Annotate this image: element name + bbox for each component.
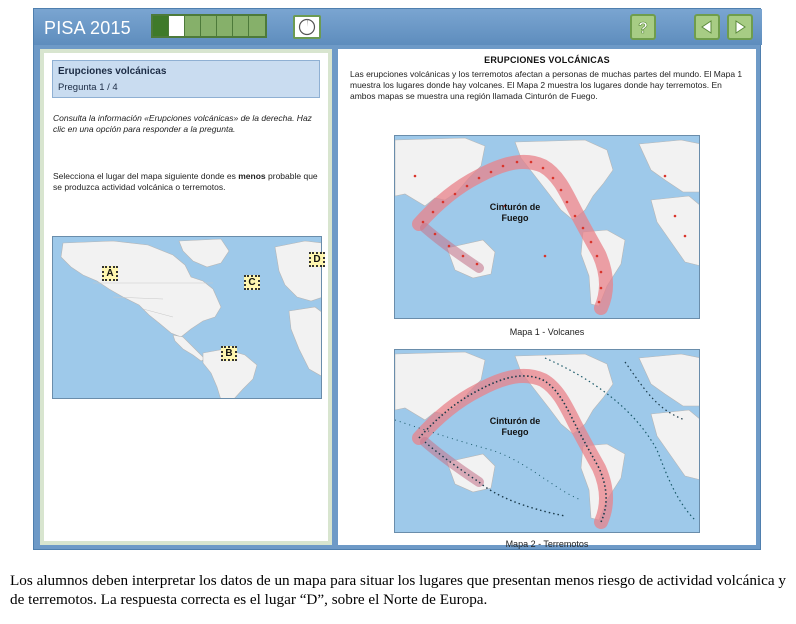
instructions: Consulta la información «Erupciones volcánicas» de la derecha. Haz clic en una opción para responder a la pregunta. xyxy=(53,113,312,134)
question-icon xyxy=(636,19,650,35)
progress-segment xyxy=(249,16,265,36)
question-number: Pregunta 1 / 4 xyxy=(58,82,118,93)
progress-segment xyxy=(217,16,233,36)
question-prompt: Selecciona el lugar del mapa siguiente donde es menos probable que se produzca actividad volcánica o terremotos. xyxy=(53,171,318,192)
belt-label-map2: Cinturón de Fuego xyxy=(489,416,541,437)
earthquake-map xyxy=(394,349,700,533)
question-title: Erupciones volcánicas xyxy=(58,66,167,77)
footer-caption: Los alumnos deben interpretar los datos de un mapa para situar los lugares que presentan menos riesgo de actividad volcánica y de terremotos. La respuesta correcta es el lugar “D”, sobre el Norte de Europa. xyxy=(10,572,787,608)
map2-caption: Mapa 2 - Terremotos xyxy=(505,539,589,549)
progress-segment xyxy=(153,16,169,36)
timer-icon xyxy=(293,15,321,39)
progress-segment xyxy=(169,16,185,36)
top-bar xyxy=(34,9,762,45)
arrow-left-icon xyxy=(700,20,714,34)
app-title: PISA 2015 xyxy=(44,18,131,38)
option-c[interactable]: C xyxy=(244,275,260,290)
progress-bar xyxy=(151,14,267,38)
progress-segment xyxy=(233,16,249,36)
option-d[interactable]: D xyxy=(309,252,325,267)
option-b[interactable]: B xyxy=(221,346,237,361)
stimulus-text: Las erupciones volcánicas y los terremotos afectan a personas de muchas partes del mundo. El Mapa 1 muestra los lugares donde hay volcanes. El Mapa 2 muestra los lugares donde hay terremotos. En ambos mapas se muestra una región llamada Cinturón de Fuego. xyxy=(350,69,743,101)
previous-button[interactable] xyxy=(694,14,720,40)
answer-map xyxy=(52,236,322,399)
next-button[interactable] xyxy=(727,14,753,40)
map1-caption: Mapa 1 - Volcanes xyxy=(509,327,585,337)
earthquake-map-graphic xyxy=(395,350,700,533)
question-header xyxy=(52,60,320,98)
test-window xyxy=(33,8,761,550)
arrow-right-icon xyxy=(733,20,747,34)
progress-segment xyxy=(185,16,201,36)
help-button[interactable] xyxy=(630,14,656,40)
svg-text:?: ? xyxy=(638,20,648,35)
world-map-americas xyxy=(53,237,322,399)
question-panel xyxy=(40,49,332,545)
volcano-map-graphic xyxy=(395,136,700,319)
stimulus-title: ERUPCIONES VOLCÁNICAS xyxy=(484,55,610,65)
belt-label-map1: Cinturón de Fuego xyxy=(489,202,541,223)
stimulus-panel xyxy=(338,49,756,549)
option-a[interactable]: A xyxy=(102,266,118,281)
volcano-map xyxy=(394,135,700,319)
progress-segment xyxy=(201,16,217,36)
